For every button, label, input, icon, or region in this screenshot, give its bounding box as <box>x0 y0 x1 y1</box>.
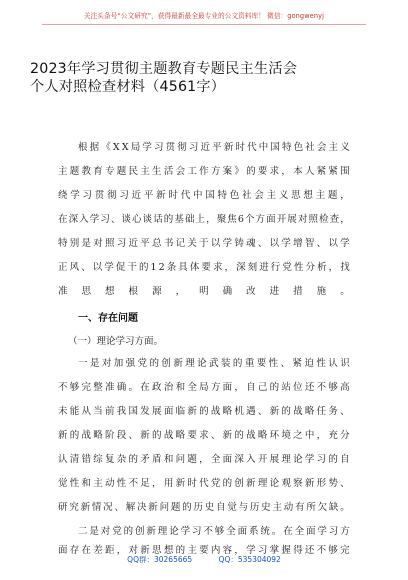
body-line: 认清错综复杂的矛盾和问题，全面深入开展理论学习的自 <box>58 454 352 465</box>
body-line: 不够完整准确。在政治和全局方面，自己的站位还不够高 <box>58 382 352 393</box>
body-line: 面存在差距，对新思想的主要内容，学习掌握得还不够完 <box>58 545 352 556</box>
intro-line: 特别是对照习近平总书记关于以学铸魂、以学增智、以学 <box>58 238 352 249</box>
intro-line: 准思想根源，明确改进措施。 <box>58 286 364 297</box>
intro-line: 绕学习贯彻习近平新时代中国特色社会主义思想主题， <box>58 190 353 201</box>
body-line: 研究新情况、解决新问题的历史自觉与历史主动有所欠缺。 <box>58 502 352 513</box>
intro-line: 根据《XX局学习贯彻习近平新时代中国特色社会主义 <box>78 142 352 153</box>
body-line: 未能从当前我国发展面临新的战略机遇、新的战略任务、 <box>58 406 352 417</box>
intro-line: 在深入学习、谈心谈话的基础上，聚焦6个方面开展对照检查， <box>58 214 351 225</box>
body-line: 新的战略阶段、新的战略要求、新的战略环境之中，充分 <box>58 430 352 441</box>
section-heading-problems: 一、存在问题 <box>78 313 138 324</box>
intro-line: 正风、以学促干的12条具体要求，深刻进行党性分析，找 <box>58 262 352 273</box>
document-title-line-2: 个人对照检查材料（4561字） <box>30 79 226 95</box>
footer-contact <box>0 554 408 565</box>
intro-line: 主题教育专题民主生活会工作方案》的要求，本人紧紧围 <box>58 166 352 177</box>
subsection-heading-theory: （一）理论学习方面。 <box>68 336 164 347</box>
header-promo-text: 关注头条号“公文研究”，获得最新最全最专业的公文资料库！ 微信：gongwenyj <box>83 12 325 20</box>
body-line: 二是对党的创新理论学习不够全面系统。在全面学习方 <box>78 526 352 537</box>
header-divider <box>42 24 366 25</box>
document-title-line-1: 2023年学习贯彻主题教育专题民主生活会 <box>30 61 298 77</box>
body-line: 觉性和主动性不足，用新时代党的创新理论观察新形势、 <box>58 478 352 489</box>
body-line: 一是对加强党的创新理论武装的重要性、紧迫性认识 <box>78 358 353 369</box>
header-banner <box>0 0 408 38</box>
footer-qq-group: QQ群：30265665 <box>127 555 193 564</box>
footer-qq: QQ：535304092 <box>218 555 281 564</box>
